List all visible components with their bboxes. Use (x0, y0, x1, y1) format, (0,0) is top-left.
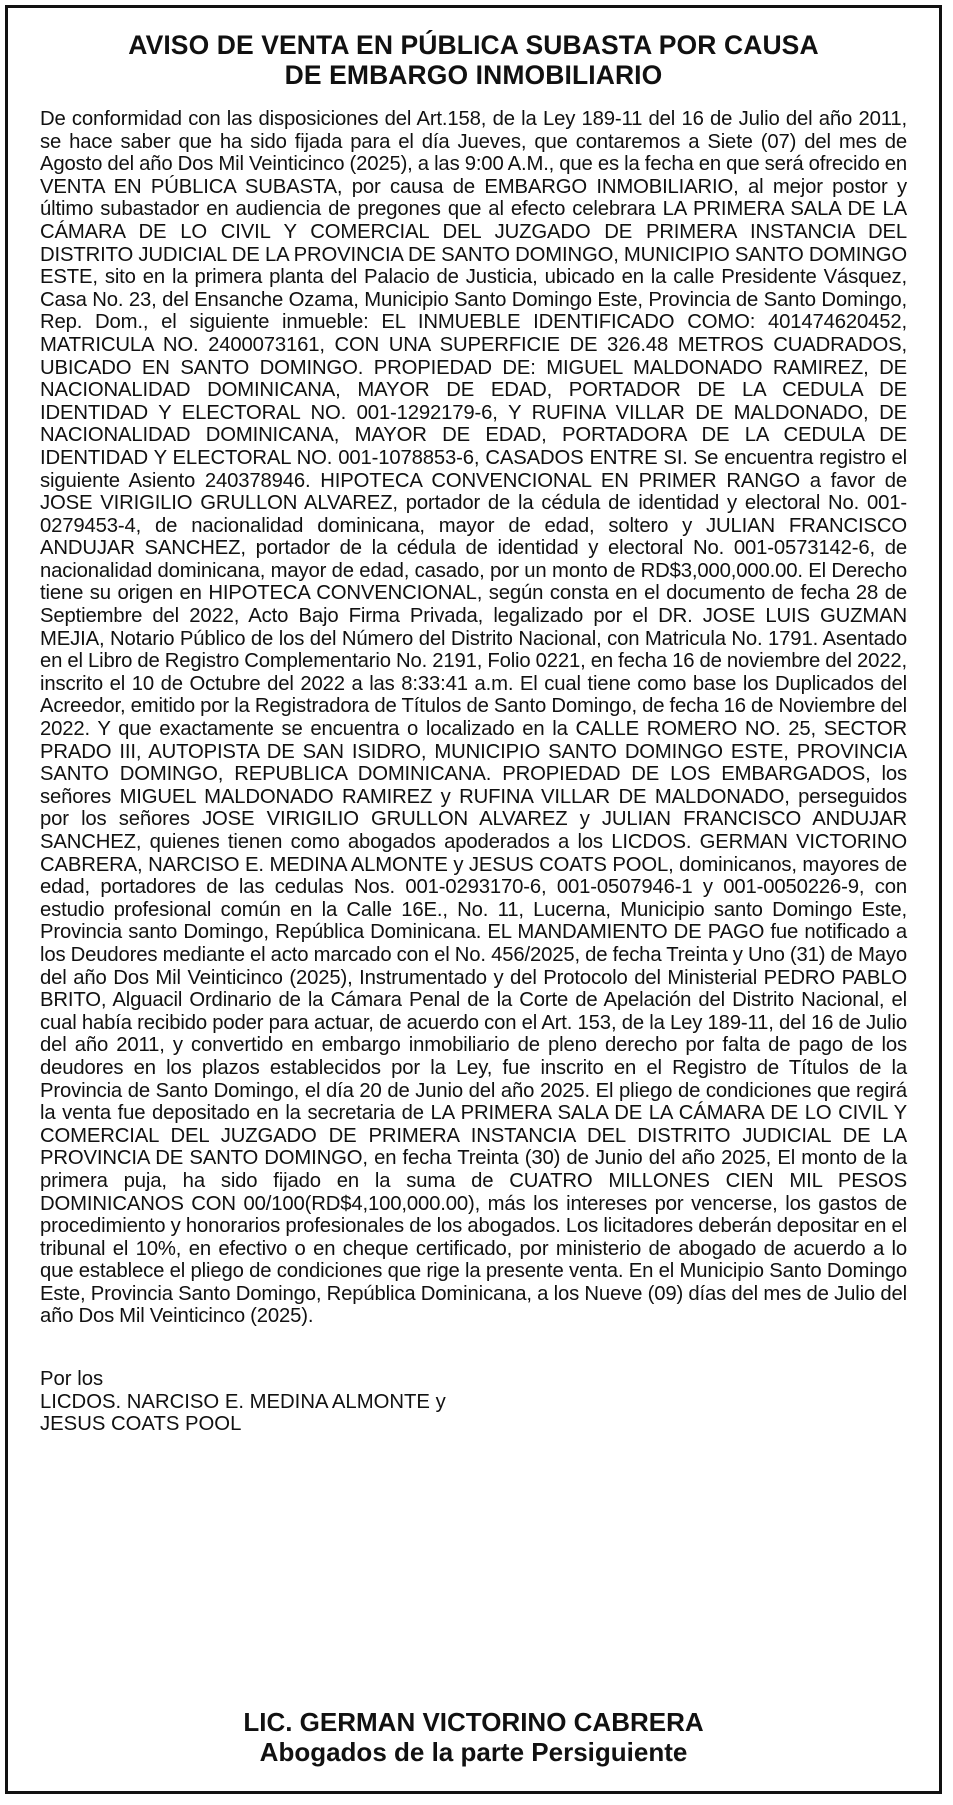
signature-name: LIC. GERMAN VICTORINO CABRERA (243, 1707, 704, 1737)
legal-notice (5, 5, 942, 1794)
attorneys-names-line-1: LICDOS. NARCISO E. MEDINA ALMONTE y (40, 1390, 446, 1413)
notice-body: De conformidad con las disposiciones del Art.158, de la Ley 189-11 del 16 de Julio del año 2011, se hace saber que ha sido fijada para el día Jueves, que contaremos a Siete (07) del mes de Agosto del año Dos Mil Veinticinco (2025), a las 9:00 A.M., que es la fecha en que será ofrecido en VENTA EN PÚBLICA SUBASTA, por causa de EMBARGO INMOBILIARIO, al mejor postor y último subastador en audiencia de pregones que al efecto celebrara LA PRIMERA SALA DE LA CÁMARA DE LO CIVIL Y COMERCIAL DEL JUZGADO DE PRIMERA INSTANCIA DEL DISTRITO JUDICIAL DE LA PROVINCIA DE SANTO DOMINGO, MUNICIPIO SANTO DOMINGO ESTE, sito en la primera planta del Palacio de Justicia, ubicado en la calle Presidente Vásquez, Casa No. 23, del Ensanche Ozama, Municipio Santo Domingo Este, Provincia de Santo Domingo, Rep. Dom., el siguiente inmueble: EL INMUEBLE IDENTIFICADO COMO: 401474620452, MATRICULA NO. 2400073161, CON UNA SUPERFICIE DE 326.48 METROS CUADRADOS, UBICADO EN SANTO DOMINGO. PROPIEDAD DE: MIGUEL MALDONADO RAMIREZ, DE NACIONALIDAD DOMINICANA, MAYOR DE EDAD, PORTADOR DE LA CEDULA DE IDENTIDAD Y ELECTORAL NO. 001-1292179-6, Y RUFINA VILLAR DE MALDONADO, DE NACIONALIDAD DOMINICANA, MAYOR DE EDAD, PORTADORA DE LA CEDULA DE IDENTIDAD Y ELECTORAL NO. 001-1078853-6, CASADOS ENTRE SI. Se encuentra registro el siguiente Asiento 240378946. HIPOTECA CONVENCIONAL EN PRIMER RANGO a favor de JOSE VIRIGILIO GRULLON ALVAREZ, portador de la cédula de identidad y electoral No. 001-0279453-4, de nacionalidad dominicana, mayor de edad, soltero y JULIAN FRANCISCO ANDUJAR SANCHEZ, portador de la cédula de identidad y electoral No. 001-0573142-6, de nacionalidad dominicana, mayor de edad, casado, por un monto de RD$3,000,000.00. El Derecho tiene su origen en HIPOTECA CONVENCIONAL, según consta en el documento de fecha 28 de Septiembre del 2022, Acto Bajo Firma Privada, legalizado por el DR. JOSE LUIS GUZMAN MEJIA, Notario Público de los del Número del Distrito Nacional, con Matricula No. 1791. Asentado en el Libro de Registro Complementario No. 2191, Folio 0221, en fecha 16 de noviembre del 2022, inscrito el 10 de Octubre del 2022 a las 8:33:41 a.m. El cual tiene como base los Duplicados del Acreedor, emitido por la Registradora de Títulos de Santo Domingo, de fecha 16 de Noviembre del 2022. Y que exactamente se encuentra o localizado en la CALLE ROMERO NO. 25, SECTOR PRADO III, AUTOPISTA DE SAN ISIDRO, MUNICIPIO SANTO DOMINGO ESTE, PROVINCIA SANTO DOMINGO, REPUBLICA DOMINICANA. PROPIEDAD DE LOS EMBARGADOS, los señores MIGUEL MALDONADO RAMIREZ y RUFINA VILLAR DE MALDONADO, perseguidos por los señores JOSE VIRIGILIO GRULLON ALVAREZ y JULIAN FRANCISCO ANDUJAR SANCHEZ, quienes tienen como abogados apoderados a los LICDOS. GERMAN VICTORINO CABRERA, NARCISO E. MEDINA ALMONTE y JESUS COATS POOL, dominicanos, mayores de edad, portadores de las cedulas Nos. 001-0293170-6, 001-0507946-1 y 001-0050226-9, con estudio profesional común en la Calle 16E., No. 11, Lucerna, Municipio santo Domingo Este, Provincia santo Domingo, República Dominicana. EL MANDAMIENTO DE PAGO fue notificado a los Deudores mediante el acto marcado con el No. 456/2025, de fecha Treinta y Uno (31) de Mayo del año Dos Mil Veinticinco (2025), Instrumentado y del Protocolo del Ministerial PEDRO PABLO BRITO, Alguacil Ordinario de la Cámara Penal de la Corte de Apelación del Distrito Nacional, el cual había recibido poder para actuar, de acuerdo con el Art. 153, de la Ley 189-11, del 16 de Julio del año 2011, y convertido en embargo inmobiliario de pleno derecho por falta de pago de los deudores en los plazos establecidos por la Ley, fue inscrito en el Registro de Títulos de la Provincia de Santo Domingo, el día 20 de Junio del año 2025. El pliego de condiciones que regirá la venta fue depositado en la secretaria de LA PRIMERA SALA DE LA CÁMARA DE LO CIVIL Y COMERCIAL DEL JUZGADO DE PRIMERA INSTANCIA DEL DISTRITO JUDICIAL DE LA PROVINCIA DE SANTO DOMINGO, en fecha Treinta (30) de Junio del año 2025, El monto de la primera puja, ha sido fijado en la suma de CUATRO MILLONES CIEN MIL PESOS DOMINICANOS CON 00/100(RD$4,100,000.00), más los intereses por vencerse, los gastos de procedimiento y honorarios profesionales de los abogados. Los licitadores deberán depositar en el tribunal el 10%, en efectivo o en cheque certificado, por ministerio de abogado de acuerdo a lo que establece el pliego de condiciones que rige la presente venta. En el Municipio Santo Domingo Este, Provincia Santo Domingo, República Dominicana, a los Nueve (09) días del mes de Julio del año Dos Mil Veinticinco (2025). (40, 108, 907, 1328)
signature-role: Abogados de la parte Persiguiente (259, 1737, 688, 1767)
attorneys-block (40, 1368, 907, 1436)
notice-title (38, 30, 909, 90)
attorneys-names-line-2: JESUS COATS POOL (40, 1413, 242, 1436)
signature-block (8, 1707, 939, 1767)
notice-title-line-1: AVISO DE VENTA EN PÚBLICA SUBASTA POR CAUSA (128, 30, 819, 60)
notice-title-line-2: DE EMBARGO INMOBILIARIO (284, 60, 663, 90)
attorneys-intro: Por los (40, 1368, 104, 1391)
